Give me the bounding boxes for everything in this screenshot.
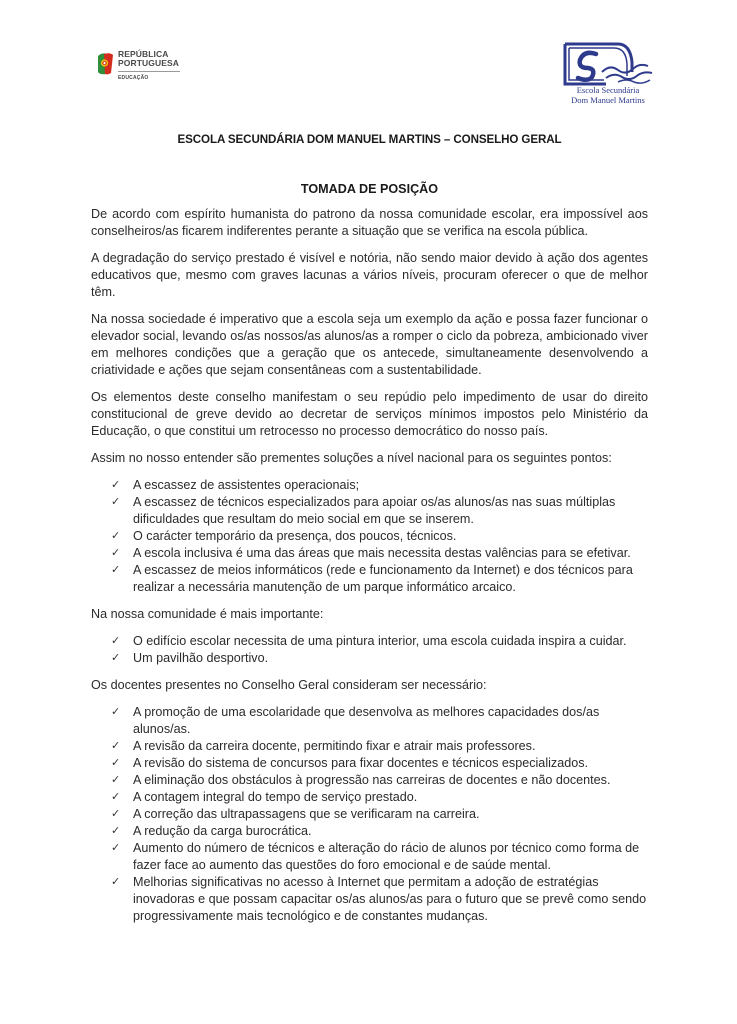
section3-list (91, 704, 648, 925)
checkmark-icon: ✓ (111, 479, 121, 491)
paragraph-3: Na nossa sociedade é imperativo que a escola seja um exemplo da ação e possa fazer funcionar o elevador social, levando os/as nossos/as alunos/as a romper o ciclo da pobreza, ambicionado viver em melhores condições que a geração que os antecede, simultaneamente desenvolvendo a criatividade e ações que sejam consentâneas com a sustentabilidade. (91, 312, 648, 377)
list-item: ✓ A contagem integral do tempo de serviço prestado. (111, 790, 418, 804)
list-item: ✓ Um pavilhão desportivo. (111, 651, 269, 665)
checkmark-icon: ✓ (111, 876, 121, 888)
section1-list (91, 477, 648, 596)
list-item: ✓ A escassez de técnicos especializados para apoiar os/as alunos/as nas suas múltiplas dificuldades que resultam do meio social em que se inserem. (111, 495, 616, 526)
checkmark-icon: ✓ (111, 564, 121, 576)
logo-text-republica: REPÚBLICA (118, 49, 169, 59)
list-item: ✓ Aumento do número de técnicos e alteração do rácio de alunos por técnico como forma de fazer face ao aumento das questões do foro emocional e de saúde mental. (111, 841, 640, 872)
logo-text-portuguesa: PORTUGUESA (118, 58, 179, 68)
checkmark-icon: ✓ (111, 652, 121, 664)
paragraph-4: Os elementos deste conselho manifestam o seu repúdio pelo impedimento de usar do direito constitucional de greve devido ao decretar de serviços mínimos impostos pelo Ministério da Educação, o que constitui um retrocesso no processo democrático do nosso país. (91, 390, 648, 438)
section2-list (91, 633, 648, 667)
list-item: ✓ A escassez de meios informáticos (rede e funcionamento da Internet) e dos técnicos para realizar a necessária manutenção de um parque informático arcaico. (111, 563, 633, 594)
checkmark-icon: ✓ (111, 774, 121, 786)
checkmark-icon: ✓ (111, 530, 121, 542)
checkmark-icon: ✓ (111, 825, 121, 837)
school-name-line1: Escola Secundária (576, 85, 640, 95)
list-item: ✓ O edifício escolar necessita de uma pintura interior, uma escola cuidada inspira a cuidar. (111, 634, 627, 648)
list-item: ✓ A revisão da carreira docente, permitindo fixar e atrair mais professores. (111, 739, 536, 753)
page-header (0, 0, 737, 120)
checkmark-icon: ✓ (111, 496, 121, 508)
list-item: ✓ A revisão do sistema de concursos para fixar docentes e técnicos especializados. (111, 756, 589, 770)
school-name (558, 85, 658, 105)
list-item: ✓ A correção das ultrapassagens que se verificaram na carreira. (111, 807, 480, 821)
checkmark-icon: ✓ (111, 757, 121, 769)
list-item: ✓ A escola inclusiva é uma das áreas que mais necessita destas valências para se efetivar. (111, 546, 631, 560)
checkmark-icon: ✓ (111, 547, 121, 559)
checkmark-icon: ✓ (111, 635, 121, 647)
list-item: ✓ A eliminação dos obstáculos à progressão nas carreiras de docentes e não docentes. (111, 773, 611, 787)
paragraph-1: De acordo com espírito humanista do patrono da nossa comunidade escolar, era impossível aos conselheiros/as ficarem indiferentes perante a situação que se verifica na escola pública. (91, 207, 648, 238)
document-body (91, 131, 648, 935)
school-name-line2: Dom Manuel Martins (571, 95, 645, 105)
list-item: ✓ A escassez de assistentes operacionais; (111, 478, 360, 492)
section3-intro: Os docentes presentes no Conselho Geral consideram ser necessário: (91, 678, 487, 692)
document-subtitle: TOMADA DE POSIÇÃO (300, 182, 439, 196)
list-item: ✓ Melhorias significativas no acesso à Internet que permitam a adoção de estratégias inovadoras e que possam capacitar os/as alunos/as para o futuro que se prevê como sendo progressivamente mais tecnológico e de constantes mudanças. (111, 875, 647, 923)
checkmark-icon: ✓ (111, 808, 121, 820)
checkmark-icon: ✓ (111, 740, 121, 752)
list-item: ✓ O carácter temporário da presença, dos poucos, técnicos. (111, 529, 457, 543)
checkmark-icon: ✓ (111, 706, 121, 718)
republica-portuguesa-logo (96, 50, 180, 81)
section2-intro: Na nossa comunidade é mais importante: (91, 607, 324, 621)
list-item: ✓ A promoção de uma escolaridade que desenvolva as melhores capacidades dos/as alunos/as. (111, 705, 600, 736)
document-title: ESCOLA SECUNDÁRIA DOM MANUEL MARTINS – CONSELHO GERAL (177, 133, 562, 146)
checkmark-icon: ✓ (111, 842, 121, 854)
logo-divider (118, 71, 180, 72)
section1-intro: Assim no nosso entender são prementes soluções a nível nacional para os seguintes pontos: (91, 451, 612, 465)
portuguese-flag-emblem-icon (96, 52, 114, 76)
list-item: ✓ A redução da carga burocrática. (111, 824, 312, 838)
logo-text-educacao: EDUCAÇÃO (118, 75, 149, 81)
paragraph-2: A degradação do serviço prestado é visível e notória, não sendo maior devido à ação dos agentes educativos que, mesmo com graves lacunas a vários níveis, procuram oferecer o que de melhor têm. (91, 251, 648, 299)
checkmark-icon: ✓ (111, 791, 121, 803)
